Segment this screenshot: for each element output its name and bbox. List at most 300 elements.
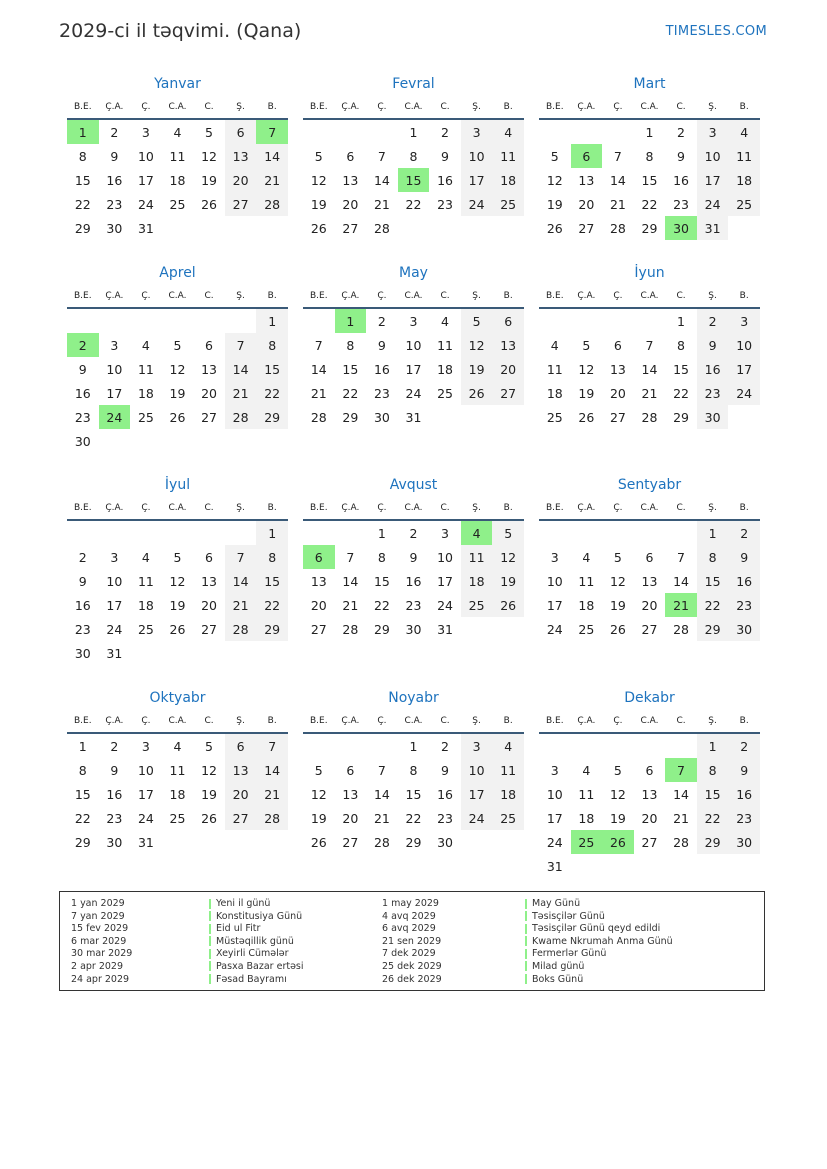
holiday-color-marker xyxy=(209,961,211,971)
weekday-header: B. xyxy=(728,497,760,520)
weekday-header: C. xyxy=(193,497,225,520)
empty-cell xyxy=(162,830,194,854)
day-cell: 9 xyxy=(377,337,386,353)
weekday-header: C. xyxy=(429,285,461,308)
day-cell: 25 xyxy=(437,385,453,401)
day-cell: 7 xyxy=(225,333,257,357)
weekday-header: Ç. xyxy=(602,285,634,308)
day-cell: 1 xyxy=(78,738,87,754)
day-cell: 22 xyxy=(641,196,658,212)
day-cell: 23 xyxy=(697,381,729,405)
day-cell: 12 xyxy=(492,545,524,569)
day-cell: 6 xyxy=(225,733,257,758)
holiday-day-cell: 4 xyxy=(461,520,493,545)
month-name: Fevral xyxy=(392,76,435,92)
day-cell: 20 xyxy=(641,597,658,613)
day-cell: 2 xyxy=(377,313,386,329)
day-cell: 16 xyxy=(373,361,390,377)
legend-holiday-date xyxy=(382,974,442,987)
weekday-header: Ç.A. xyxy=(335,497,367,520)
weekday-header: Ç. xyxy=(366,96,398,119)
day-cell: 24 xyxy=(106,621,123,637)
day-cell: 3 xyxy=(441,525,449,541)
day-cell: 17 xyxy=(106,385,123,401)
weekday-header: B. xyxy=(492,285,524,308)
empty-cell xyxy=(99,429,131,453)
day-cell: 29 xyxy=(74,834,91,850)
day-cell: 22 xyxy=(673,385,689,401)
weekday-header: Ç. xyxy=(602,497,634,520)
month-name: Avqust xyxy=(389,477,438,493)
empty-cell xyxy=(697,854,729,878)
day-cell: 16 xyxy=(405,573,422,589)
weekday-header: Ş. xyxy=(225,96,257,119)
day-cell: 23 xyxy=(728,593,760,617)
empty-cell xyxy=(225,641,257,665)
day-cell: 19 xyxy=(492,569,524,593)
month-block xyxy=(303,72,524,240)
weekday-header: B. xyxy=(492,710,524,733)
day-cell: 7 xyxy=(677,549,685,565)
day-cell: 10 xyxy=(546,786,563,802)
day-cell: 15 xyxy=(673,361,689,377)
legend-holiday-name xyxy=(525,936,673,949)
day-cell: 2 xyxy=(110,124,119,140)
empty-cell xyxy=(130,308,162,333)
day-cell: 17 xyxy=(697,168,729,192)
day-cell: 8 xyxy=(256,545,288,569)
day-cell: 4 xyxy=(173,124,182,140)
day-cell: 3 xyxy=(110,337,119,353)
day-cell: 11 xyxy=(728,144,760,168)
day-cell: 30 xyxy=(106,834,123,850)
holiday-day-cell: 1 xyxy=(335,308,367,333)
empty-cell xyxy=(162,641,194,665)
day-cell: 11 xyxy=(492,144,524,168)
holiday-day-cell: 24 xyxy=(99,405,131,429)
day-cell: 16 xyxy=(106,172,123,188)
day-cell: 26 xyxy=(201,810,217,826)
weekday-header: B.E. xyxy=(67,96,99,119)
empty-cell xyxy=(335,119,367,144)
day-cell: 7 xyxy=(645,337,654,353)
day-cell: 23 xyxy=(106,810,123,826)
day-cell: 7 xyxy=(377,148,386,164)
holiday-day-cell: 26 xyxy=(602,830,634,854)
day-cell: 28 xyxy=(373,834,390,850)
day-cell: 11 xyxy=(492,758,524,782)
day-cell: 15 xyxy=(373,573,390,589)
day-cell: 1 xyxy=(645,124,654,140)
empty-cell xyxy=(256,641,288,665)
day-cell: 24 xyxy=(405,385,422,401)
day-cell: 21 xyxy=(310,385,327,401)
weekday-header: Ş. xyxy=(697,710,729,733)
day-cell: 15 xyxy=(697,569,729,593)
day-cell: 14 xyxy=(641,361,658,377)
empty-cell xyxy=(665,854,697,878)
legend-holiday-date xyxy=(71,936,132,949)
day-cell: 19 xyxy=(578,385,595,401)
day-cell: 16 xyxy=(728,782,760,806)
day-cell: 31 xyxy=(137,834,154,850)
weekday-header: C. xyxy=(193,710,225,733)
day-cell: 15 xyxy=(641,172,658,188)
day-cell: 24 xyxy=(697,192,729,216)
day-cell: 8 xyxy=(256,333,288,357)
empty-cell xyxy=(461,405,493,429)
day-cell: 25 xyxy=(492,806,524,830)
day-cell: 25 xyxy=(461,593,493,617)
day-cell: 11 xyxy=(437,337,453,353)
weekday-header: Ş. xyxy=(461,497,493,520)
day-cell: 16 xyxy=(74,385,91,401)
empty-cell xyxy=(162,429,194,453)
day-cell: 22 xyxy=(697,806,729,830)
legend-holiday-name xyxy=(525,898,673,911)
day-cell: 10 xyxy=(461,758,493,782)
legend-text: May Günü xyxy=(532,898,581,909)
empty-cell xyxy=(225,830,257,854)
brand-link[interactable]: TIMESLES.COM xyxy=(665,24,767,39)
day-cell: 14 xyxy=(256,144,288,168)
weekday-header: C. xyxy=(665,710,697,733)
month-table xyxy=(539,285,760,429)
day-cell: 8 xyxy=(677,337,685,353)
empty-cell xyxy=(634,308,666,333)
weekday-header: C.A. xyxy=(634,497,666,520)
empty-cell xyxy=(225,216,257,240)
day-cell: 25 xyxy=(546,409,563,425)
day-cell: 14 xyxy=(609,172,626,188)
holiday-day-cell: 6 xyxy=(571,144,603,168)
holiday-day-cell: 25 xyxy=(571,830,603,854)
holiday-day-cell: 6 xyxy=(303,545,335,569)
day-cell: 2 xyxy=(409,525,418,541)
weekday-header: B. xyxy=(256,96,288,119)
month-name: Aprel xyxy=(159,265,196,281)
day-cell: 18 xyxy=(169,172,186,188)
empty-cell xyxy=(130,429,162,453)
day-cell: 30 xyxy=(437,834,453,850)
weekday-header: Ç. xyxy=(366,285,398,308)
empty-cell xyxy=(429,216,461,240)
day-cell: 17 xyxy=(405,361,422,377)
day-cell: 4 xyxy=(441,313,449,329)
empty-cell xyxy=(571,733,603,758)
day-cell: 5 xyxy=(582,337,591,353)
day-cell: 27 xyxy=(641,621,658,637)
day-cell: 13 xyxy=(225,758,257,782)
weekday-header: C. xyxy=(429,710,461,733)
day-cell: 10 xyxy=(106,573,123,589)
legend-holiday-name xyxy=(209,898,304,911)
day-cell: 6 xyxy=(205,549,213,565)
legend-text: 7 dek 2029 xyxy=(382,948,436,960)
empty-cell xyxy=(602,119,634,144)
day-cell: 19 xyxy=(461,357,493,381)
day-cell: 23 xyxy=(728,806,760,830)
legend-dates-right xyxy=(382,898,442,986)
day-cell: 23 xyxy=(106,196,123,212)
day-cell: 24 xyxy=(137,196,154,212)
legend-holiday-name xyxy=(209,923,304,936)
day-cell: 16 xyxy=(437,172,453,188)
day-cell: 14 xyxy=(225,357,257,381)
day-cell: 25 xyxy=(728,192,760,216)
day-cell: 5 xyxy=(550,148,559,164)
month-name: Noyabr xyxy=(388,690,439,706)
day-cell: 25 xyxy=(578,621,595,637)
day-cell: 19 xyxy=(609,597,626,613)
day-cell: 1 xyxy=(677,313,685,329)
day-cell: 26 xyxy=(310,220,327,236)
legend-text: 6 avq 2029 xyxy=(382,923,436,935)
day-cell: 10 xyxy=(106,361,123,377)
day-cell: 2 xyxy=(110,738,119,754)
month-table xyxy=(67,710,288,854)
day-cell: 23 xyxy=(673,196,689,212)
day-cell: 1 xyxy=(256,308,288,333)
holiday-legend xyxy=(59,891,765,991)
day-cell: 7 xyxy=(613,148,622,164)
empty-cell xyxy=(303,733,335,758)
day-cell: 9 xyxy=(441,148,449,164)
empty-cell xyxy=(492,617,524,641)
day-cell: 1 xyxy=(697,520,729,545)
day-cell: 12 xyxy=(201,762,217,778)
holiday-day-cell: 15 xyxy=(398,168,430,192)
day-cell: 22 xyxy=(373,597,390,613)
day-cell: 11 xyxy=(546,361,563,377)
day-cell: 13 xyxy=(225,144,257,168)
weekday-header: B.E. xyxy=(67,285,99,308)
empty-cell xyxy=(665,520,697,545)
day-cell: 22 xyxy=(74,196,91,212)
weekday-header: B. xyxy=(256,497,288,520)
legend-text: Fəsad Bayramı xyxy=(216,973,287,985)
empty-cell xyxy=(303,119,335,144)
day-cell: 26 xyxy=(492,593,524,617)
day-cell: 30 xyxy=(74,433,91,449)
month-table xyxy=(67,285,288,453)
weekday-header: Ç. xyxy=(130,497,162,520)
day-cell: 15 xyxy=(256,357,288,381)
day-cell: 13 xyxy=(201,361,217,377)
legend-text: Xeyirli Cümələr xyxy=(216,948,289,960)
day-cell: 29 xyxy=(342,409,359,425)
day-cell: 9 xyxy=(78,361,87,377)
day-cell: 25 xyxy=(169,810,186,826)
legend-text: 6 mar 2029 xyxy=(71,935,127,947)
weekday-header: C.A. xyxy=(162,96,194,119)
day-cell: 21 xyxy=(225,381,257,405)
month-table xyxy=(67,497,288,665)
day-cell: 27 xyxy=(225,192,257,216)
empty-cell xyxy=(634,854,666,878)
day-cell: 17 xyxy=(546,810,563,826)
day-cell: 9 xyxy=(409,549,418,565)
legend-text: 25 dek 2029 xyxy=(382,960,442,972)
empty-cell xyxy=(303,308,335,333)
day-cell: 15 xyxy=(256,569,288,593)
legend-text: 15 fev 2029 xyxy=(71,923,129,935)
empty-cell xyxy=(492,405,524,429)
day-cell: 24 xyxy=(546,621,563,637)
day-cell: 12 xyxy=(201,148,217,164)
empty-cell xyxy=(193,216,225,240)
empty-cell xyxy=(335,520,367,545)
day-cell: 12 xyxy=(310,172,327,188)
empty-cell xyxy=(225,308,257,333)
day-cell: 5 xyxy=(173,337,182,353)
weekday-header: C. xyxy=(193,285,225,308)
day-cell: 28 xyxy=(673,834,689,850)
day-cell: 2 xyxy=(441,124,449,140)
empty-cell xyxy=(571,119,603,144)
weekday-header: Ç.A. xyxy=(335,710,367,733)
day-cell: 14 xyxy=(342,573,359,589)
weekday-header: Ş. xyxy=(225,710,257,733)
weekday-header: C. xyxy=(193,96,225,119)
legend-text: 4 avq 2029 xyxy=(382,910,436,922)
day-cell: 24 xyxy=(728,381,760,405)
empty-cell xyxy=(665,733,697,758)
weekday-header: Ç.A. xyxy=(571,285,603,308)
day-cell: 8 xyxy=(78,762,87,778)
legend-holiday-date xyxy=(71,961,132,974)
day-cell: 14 xyxy=(310,361,327,377)
empty-cell xyxy=(162,520,194,545)
holiday-color-marker xyxy=(525,924,527,934)
empty-cell xyxy=(67,520,99,545)
day-cell: 1 xyxy=(377,525,386,541)
day-cell: 11 xyxy=(137,573,154,589)
day-cell: 25 xyxy=(137,409,154,425)
weekday-header: C. xyxy=(429,497,461,520)
day-cell: 24 xyxy=(461,192,493,216)
day-cell: 30 xyxy=(106,220,123,236)
weekday-header: C.A. xyxy=(634,285,666,308)
day-cell: 18 xyxy=(546,385,563,401)
day-cell: 13 xyxy=(342,786,359,802)
day-cell: 22 xyxy=(256,593,288,617)
empty-cell xyxy=(728,405,760,429)
legend-holiday-date xyxy=(382,923,442,936)
day-cell: 3 xyxy=(110,549,119,565)
day-cell: 30 xyxy=(728,617,760,641)
empty-cell xyxy=(256,216,288,240)
day-cell: 28 xyxy=(256,192,288,216)
day-cell: 20 xyxy=(201,597,217,613)
day-cell: 15 xyxy=(74,172,91,188)
day-cell: 25 xyxy=(169,196,186,212)
weekday-header: Ş. xyxy=(461,285,493,308)
day-cell: 17 xyxy=(106,597,123,613)
day-cell: 6 xyxy=(346,148,355,164)
day-cell: 28 xyxy=(310,409,327,425)
day-cell: 12 xyxy=(578,361,595,377)
day-cell: 23 xyxy=(437,810,453,826)
day-cell: 1 xyxy=(409,124,418,140)
day-cell: 18 xyxy=(437,361,453,377)
day-cell: 8 xyxy=(697,545,729,569)
weekday-header: B.E. xyxy=(303,710,335,733)
day-cell: 3 xyxy=(550,549,559,565)
weekday-header: Ç. xyxy=(366,710,398,733)
empty-cell xyxy=(256,830,288,854)
empty-cell xyxy=(571,308,603,333)
day-cell: 6 xyxy=(645,762,654,778)
day-cell: 21 xyxy=(256,168,288,192)
day-cell: 9 xyxy=(441,762,449,778)
day-cell: 5 xyxy=(205,124,213,140)
legend-names-right xyxy=(525,898,673,986)
legend-holiday-name xyxy=(209,936,304,949)
day-cell: 24 xyxy=(137,810,154,826)
day-cell: 2 xyxy=(441,738,449,754)
month-name: Dekabr xyxy=(624,690,675,706)
empty-cell xyxy=(162,216,194,240)
day-cell: 28 xyxy=(609,220,626,236)
weekday-header: C. xyxy=(665,497,697,520)
day-cell: 15 xyxy=(405,786,422,802)
day-cell: 23 xyxy=(373,385,390,401)
day-cell: 5 xyxy=(461,308,493,333)
empty-cell xyxy=(193,641,225,665)
month-block xyxy=(303,473,524,641)
month-table xyxy=(303,497,524,641)
day-cell: 27 xyxy=(641,834,658,850)
day-cell: 19 xyxy=(169,385,186,401)
day-cell: 21 xyxy=(225,593,257,617)
day-cell: 22 xyxy=(74,810,91,826)
holiday-color-marker xyxy=(209,911,211,921)
day-cell: 18 xyxy=(492,782,524,806)
day-cell: 20 xyxy=(492,357,524,381)
day-cell: 19 xyxy=(310,196,327,212)
day-cell: 10 xyxy=(137,148,154,164)
legend-holiday-date xyxy=(71,974,132,987)
holiday-color-marker xyxy=(209,899,211,909)
day-cell: 28 xyxy=(342,621,359,637)
legend-holiday-name xyxy=(525,974,673,987)
legend-text: Boks Günü xyxy=(532,973,584,985)
weekday-header: C. xyxy=(665,285,697,308)
day-cell: 23 xyxy=(405,597,422,613)
day-cell: 8 xyxy=(409,148,418,164)
weekday-header: B. xyxy=(256,285,288,308)
day-cell: 5 xyxy=(314,148,323,164)
day-cell: 18 xyxy=(137,597,154,613)
legend-holiday-name xyxy=(209,948,304,961)
holiday-color-marker xyxy=(525,949,527,959)
day-cell: 24 xyxy=(546,834,563,850)
holiday-color-marker xyxy=(209,974,211,984)
weekday-header: Ç. xyxy=(130,285,162,308)
day-cell: 23 xyxy=(437,196,453,212)
day-cell: 17 xyxy=(546,597,563,613)
day-cell: 16 xyxy=(437,786,453,802)
day-cell: 28 xyxy=(225,617,257,641)
day-cell: 11 xyxy=(169,148,186,164)
weekday-header: Ş. xyxy=(697,285,729,308)
weekday-header: Ş. xyxy=(697,497,729,520)
month-block xyxy=(67,261,288,453)
day-cell: 10 xyxy=(697,144,729,168)
day-cell: 5 xyxy=(205,738,213,754)
weekday-header: Ş. xyxy=(461,710,493,733)
